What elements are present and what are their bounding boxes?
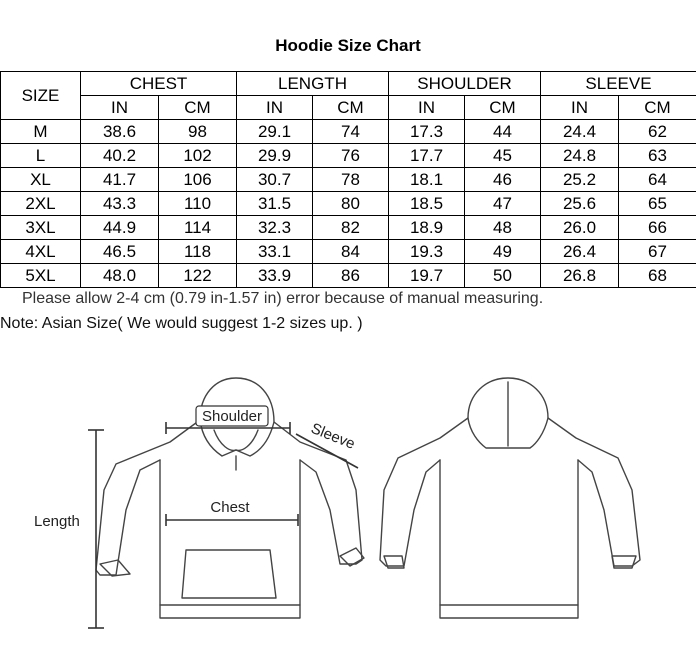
measurement-cell: 26.0 <box>541 216 619 240</box>
measurement-cell: 66 <box>619 216 696 240</box>
measurement-cell: 29.9 <box>237 144 313 168</box>
table-row <box>1 144 696 168</box>
measurement-cell: 30.7 <box>237 168 313 192</box>
table-row <box>1 216 696 240</box>
measurement-cell: 84 <box>313 240 389 264</box>
measurement-cell: 48.0 <box>81 264 159 288</box>
shoulder-label: Shoulder <box>201 408 263 425</box>
hoodie-diagram <box>0 360 696 672</box>
measurement-cell: 76 <box>313 144 389 168</box>
measurement-cell: 38.6 <box>81 120 159 144</box>
measurement-cell: 26.8 <box>541 264 619 288</box>
measurement-cell: 17.3 <box>389 120 465 144</box>
measurement-cell: 80 <box>313 192 389 216</box>
unit-header: CM <box>465 96 541 120</box>
measurement-lines <box>88 419 358 628</box>
measurement-cell: 24.8 <box>541 144 619 168</box>
size-cell: 2XL <box>1 192 81 216</box>
group-shoulder: SHOULDER <box>389 72 541 96</box>
measurement-cell: 18.5 <box>389 192 465 216</box>
unit-header: CM <box>619 96 696 120</box>
size-cell: 5XL <box>1 264 81 288</box>
unit-header: IN <box>541 96 619 120</box>
size-cell: L <box>1 144 81 168</box>
measurement-cell: 50 <box>465 264 541 288</box>
measurement-cell: 78 <box>313 168 389 192</box>
measurement-cell: 82 <box>313 216 389 240</box>
measurement-cell: 118 <box>159 240 237 264</box>
table-row <box>1 120 696 144</box>
chart-title: Hoodie Size Chart <box>275 36 421 55</box>
measurement-cell: 63 <box>619 144 696 168</box>
group-header-row <box>1 72 696 96</box>
unit-header-row <box>1 96 696 120</box>
measurement-cell: 98 <box>159 120 237 144</box>
measurement-cell: 46 <box>465 168 541 192</box>
asian-size-note: Note: Asian Size( We would suggest 1-2 sizes up. ) <box>0 315 363 332</box>
measurement-cell: 25.2 <box>541 168 619 192</box>
size-cell: 3XL <box>1 216 81 240</box>
group-length: LENGTH <box>237 72 389 96</box>
group-sleeve: SLEEVE <box>541 72 696 96</box>
measurement-cell: 64 <box>619 168 696 192</box>
table-row <box>1 264 696 288</box>
measurement-cell: 19.3 <box>389 240 465 264</box>
size-cell: 4XL <box>1 240 81 264</box>
measurement-cell: 102 <box>159 144 237 168</box>
measurement-cell: 65 <box>619 192 696 216</box>
measurement-cell: 33.9 <box>237 264 313 288</box>
measurement-cell: 33.1 <box>237 240 313 264</box>
measurement-cell: 46.5 <box>81 240 159 264</box>
table-row <box>1 240 696 264</box>
measurement-cell: 17.7 <box>389 144 465 168</box>
measurement-cell: 67 <box>619 240 696 264</box>
unit-header: IN <box>237 96 313 120</box>
measurement-cell: 24.4 <box>541 120 619 144</box>
size-cell: M <box>1 120 81 144</box>
measurement-cell: 49 <box>465 240 541 264</box>
measurement-cell: 18.9 <box>389 216 465 240</box>
unit-header: CM <box>159 96 237 120</box>
measurement-cell: 44 <box>465 120 541 144</box>
measurement-cell: 114 <box>159 216 237 240</box>
unit-header: CM <box>313 96 389 120</box>
hoodie-back-illustration <box>380 378 640 618</box>
measurement-cell: 43.3 <box>81 192 159 216</box>
size-cell: XL <box>1 168 81 192</box>
measurement-cell: 68 <box>619 264 696 288</box>
measurement-cell: 18.1 <box>389 168 465 192</box>
measurement-cell: 19.7 <box>389 264 465 288</box>
size-rows <box>1 120 696 288</box>
length-label: Length <box>34 513 80 530</box>
size-header: SIZE <box>1 72 81 120</box>
measurement-cell: 40.2 <box>81 144 159 168</box>
size-table <box>0 71 696 288</box>
measurement-cell: 29.1 <box>237 120 313 144</box>
measurement-cell: 106 <box>159 168 237 192</box>
measurement-cell: 25.6 <box>541 192 619 216</box>
measurement-cell: 44.9 <box>81 216 159 240</box>
measurement-cell: 86 <box>313 264 389 288</box>
measurement-cell: 110 <box>159 192 237 216</box>
sleeve-label: Sleeve <box>308 419 358 453</box>
measurement-cell: 122 <box>159 264 237 288</box>
measurement-cell: 48 <box>465 216 541 240</box>
measurement-cell: 32.3 <box>237 216 313 240</box>
error-note: Please allow 2-4 cm (0.79 in-1.57 in) error because of manual measuring. <box>22 290 544 307</box>
measurement-cell: 45 <box>465 144 541 168</box>
measurement-cell: 31.5 <box>237 192 313 216</box>
table-row <box>1 192 696 216</box>
measurement-cell: 41.7 <box>81 168 159 192</box>
group-chest: CHEST <box>81 72 237 96</box>
unit-header: IN <box>81 96 159 120</box>
measurement-cell: 62 <box>619 120 696 144</box>
measurement-cell: 47 <box>465 192 541 216</box>
unit-header: IN <box>389 96 465 120</box>
measurement-cell: 74 <box>313 120 389 144</box>
measurement-cell: 26.4 <box>541 240 619 264</box>
chest-label: Chest <box>210 499 250 516</box>
table-row <box>1 168 696 192</box>
